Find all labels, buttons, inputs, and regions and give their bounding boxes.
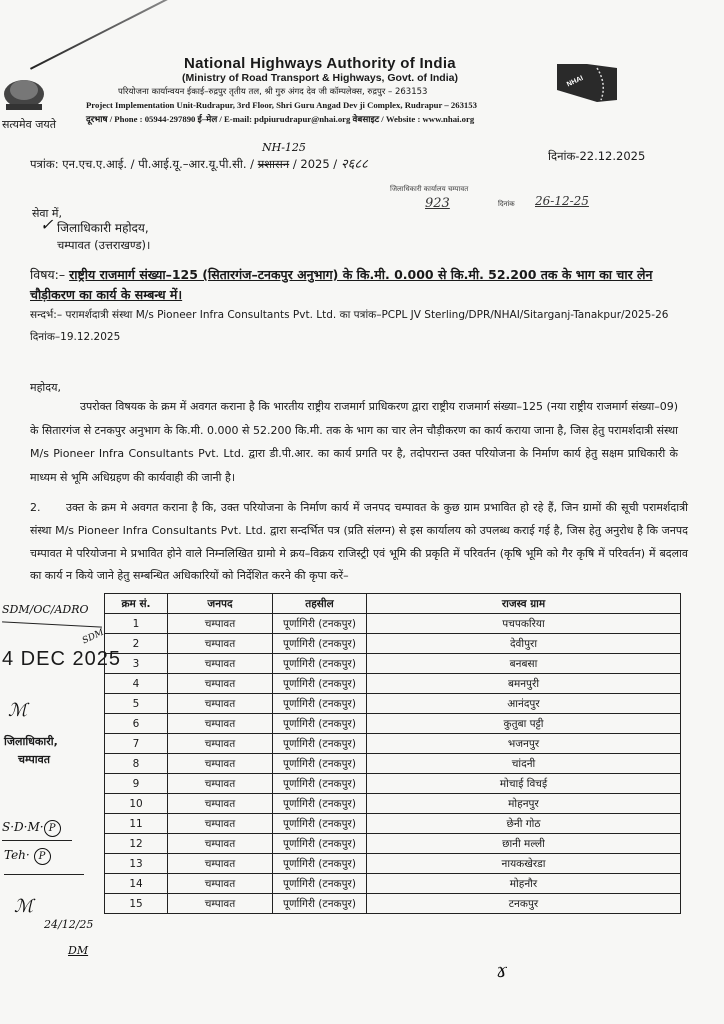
subject-label: विषय:–: [30, 267, 66, 282]
table-row: [105, 734, 681, 754]
circled-p-icon: P: [34, 848, 51, 865]
margin-dm-title: जिलाधिकारी,: [4, 735, 58, 748]
villages-table: [104, 593, 681, 914]
cell-serial: 3: [105, 654, 168, 674]
margin-date: 24/12/25: [44, 918, 94, 931]
cell-district: चम्पावत: [168, 674, 273, 694]
letter-date: दिनांक-22.12.2025: [548, 149, 646, 163]
cell-district: चम्पावत: [168, 694, 273, 714]
address-english: Project Implementation Unit-Rudrapur, 3rd Floor, Shri Guru Angad Dev ji Complex, Rudrapur – 263153: [86, 100, 477, 110]
cell-revenue-village: मोचाई विचई: [367, 774, 681, 794]
date-label: दिनांक: [548, 149, 576, 163]
address-hindi: परियोजना कार्यान्वयन ईकाई–रुद्रपुर तृतीय तल, श्री गुरु अंगद देव जी कॉम्पलेक्स, रुद्रपुर – 263153: [118, 87, 428, 97]
paragraph-2-text: उक्त के क्रम मे अवगत कराना है कि, उक्त परियोजना के निर्माण कार्य में जनपद चम्पावत के कुछ ग्राम प्रभावित हो रहे हैं, जिन ग्रामों की सूची परामर्शदात्री संस्था M/s Pioneer Infra Consultants Pvt. Ltd. द्वारा सन्दर्भित पत्र (प्रति संलग्न) से इस कार्यालय को उपलब्ध कराई गई है, जिस हेतु अनुरोध है कि जनपद चम्पावत मे परियोजना मे प्रभावित होने वाले निम्नलिखित ग्रामो मे क्रय–विक्रय राजिस्ट्री एवं भूमि की प्रकृति में परिवर्तन (कृषि भूमि को गैर कृषि में परिवर्तन) में बदलाव का कार्य न किये जाने हेतु सम्बन्धित अधिकारियों को निर्देशित करने की कृपा करें–: [30, 501, 688, 583]
margin-sdm-p: [2, 820, 61, 837]
table-row: [105, 854, 681, 874]
cell-tehsil: पूर्णागिरी (टनकपुर): [273, 734, 367, 754]
emblem-caption: सत्यमेव जयते: [2, 118, 57, 131]
cell-district: चम्पावत: [168, 774, 273, 794]
nhai-logo-text: NHAI: [565, 74, 585, 89]
cell-revenue-village: पचपकरिया: [367, 614, 681, 634]
cell-revenue-village: टनकपुर: [367, 894, 681, 914]
receipt-date: 26-12-25: [535, 194, 589, 208]
ministry-line: (Ministry of Road Transport & Highways, Govt. of India): [182, 72, 458, 84]
reference-suffix: / 2025 /: [292, 157, 338, 171]
cell-serial: 4: [105, 674, 168, 694]
cell-serial: 1: [105, 614, 168, 634]
margin-divider: [2, 840, 72, 841]
cell-district: चम्पावत: [168, 754, 273, 774]
cell-district: चम्पावत: [168, 654, 273, 674]
cell-tehsil: पूर्णागिरी (टनकपुर): [273, 714, 367, 734]
margin-dm-initials: DM: [68, 944, 89, 957]
cell-revenue-village: बमनपुरी: [367, 674, 681, 694]
reference-handwritten-number: २६८८: [340, 157, 368, 172]
cell-serial: 10: [105, 794, 168, 814]
teh-label: Teh·: [4, 848, 30, 862]
cell-tehsil: पूर्णागिरी (टनकपुर): [273, 634, 367, 654]
signature-icon: ℳ: [8, 700, 28, 721]
cell-serial: 2: [105, 634, 168, 654]
reference-text: परामर्शदात्री संस्था M/s Pioneer Infra Consultants Pvt. Ltd. का पत्रांक–PCPL JV Sterling/DPR/NHAI/Sitarganj-Tanakpur/2025-26 दिनांक–19.12.2025: [30, 309, 669, 343]
reference-struck-text: प्रशासन: [257, 157, 290, 171]
margin-divider: [4, 874, 84, 875]
margin-dm-place: चम्पावत: [18, 753, 50, 766]
org-title: National Highways Authority of India: [184, 57, 456, 72]
cell-district: चम्पावत: [168, 874, 273, 894]
receipt-number: 923: [425, 196, 450, 211]
cell-district: चम्पावत: [168, 634, 273, 654]
cell-district: चम्पावत: [168, 794, 273, 814]
cell-revenue-village: चांदनी: [367, 754, 681, 774]
cell-district: चम्पावत: [168, 854, 273, 874]
table-row: [105, 794, 681, 814]
handwritten-nh-note: NH-125: [262, 141, 306, 154]
cell-tehsil: पूर्णागिरी (टनकपुर): [273, 854, 367, 874]
cell-tehsil: पूर्णागिरी (टनकपुर): [273, 794, 367, 814]
recipient-place: चम्पावत (उत्तराखण्ड)।: [57, 238, 151, 252]
paragraph-2-number: 2.: [30, 501, 41, 514]
subject-text: राष्ट्रीय राजमार्ग संख्या–125 (सितारगंज–टनकपुर अनुभाग) के कि.मी. 0.000 से कि.मी. 52.200 तक के भाग का चार लेन चौड़ीकरण का कार्य के सम्बन्ध में।: [30, 267, 653, 302]
cell-district: चम्पावत: [168, 614, 273, 634]
sdm-label: S·D·M·: [2, 820, 44, 834]
cell-tehsil: पूर्णागिरी (टनकपुर): [273, 674, 367, 694]
header-revenue-village: राजस्व ग्राम: [367, 594, 681, 614]
table-row: [105, 614, 681, 634]
circled-p-icon: P: [44, 820, 61, 837]
table-row: [105, 634, 681, 654]
margin-sdm-mark: SDM: [80, 627, 106, 647]
cell-tehsil: पूर्णागिरी (टनकपुर): [273, 614, 367, 634]
body-salutation: महोदय,: [30, 381, 61, 394]
cell-serial: 9: [105, 774, 168, 794]
table-header-row: [105, 594, 681, 614]
table-row: [105, 714, 681, 734]
cell-revenue-village: कुतुबा पट्टी: [367, 714, 681, 734]
cell-revenue-village: भजनपुर: [367, 734, 681, 754]
reference-label: सन्दर्भ:–: [30, 309, 63, 321]
cell-serial: 11: [105, 814, 168, 834]
cell-district: चम्पावत: [168, 714, 273, 734]
header-serial: क्रम सं.: [105, 594, 168, 614]
paragraph-2: [30, 497, 688, 588]
signature-icon: ɤ: [496, 958, 508, 982]
cell-revenue-village: छेनी गोठ: [367, 814, 681, 834]
cell-district: चम्पावत: [168, 814, 273, 834]
cell-tehsil: पूर्णागिरी (टनकपुर): [273, 874, 367, 894]
recipient-salutation: सेवा में,: [32, 207, 62, 220]
reference-line: [30, 304, 670, 348]
cell-revenue-village: देवीपुरा: [367, 634, 681, 654]
cell-district: चम्पावत: [168, 734, 273, 754]
date-received-stamp: 4 DEC 2025: [2, 648, 121, 670]
ashoka-emblem-icon: [0, 64, 46, 114]
margin-teh-p: [4, 848, 51, 865]
table-row: [105, 754, 681, 774]
signature-icon: ℳ: [14, 896, 34, 917]
table-row: [105, 774, 681, 794]
cell-tehsil: पूर्णागिरी (टनकपुर): [273, 894, 367, 914]
receipt-date-label: दिनांक: [498, 200, 515, 208]
cell-district: चम्पावत: [168, 894, 273, 914]
receipt-stamp: [380, 184, 600, 230]
contact-line: दूरभाष / Phone : 05944-297890 ई–मेल / E-mail: pdpiurudrapur@nhai.org वेबसाइट / Website : www.nhai.org: [86, 114, 475, 124]
checkmark-icon: ✓: [40, 215, 54, 234]
reference-number: [30, 154, 368, 172]
subject: [30, 265, 670, 305]
cell-serial: 6: [105, 714, 168, 734]
cell-tehsil: पूर्णागिरी (टनकपुर): [273, 814, 367, 834]
table-row: [105, 654, 681, 674]
cell-serial: 13: [105, 854, 168, 874]
cell-revenue-village: आनंदपुर: [367, 694, 681, 714]
margin-underline: [2, 621, 102, 627]
cell-serial: 7: [105, 734, 168, 754]
header-tehsil: तहसील: [273, 594, 367, 614]
table-row: [105, 694, 681, 714]
cell-revenue-village: मोहनपुर: [367, 794, 681, 814]
cell-revenue-village: छानी मल्ली: [367, 834, 681, 854]
cell-serial: 8: [105, 754, 168, 774]
cell-district: चम्पावत: [168, 834, 273, 854]
table-row: [105, 874, 681, 894]
cell-revenue-village: बनबसा: [367, 654, 681, 674]
cell-tehsil: पूर्णागिरी (टनकपुर): [273, 654, 367, 674]
receipt-stamp-header: जिलाधिकारी कार्यालय चम्पावत: [390, 185, 469, 193]
cell-serial: 14: [105, 874, 168, 894]
table-row: [105, 834, 681, 854]
paragraph-1: उपरोक्त विषयक के क्रम में अवगत कराना है कि भारतीय राष्ट्रीय राजमार्ग प्राधिकरण द्वारा राष्ट्रीय राजमार्ग संख्या–125 (नया राष्ट्रीय राजमार्ग संख्या–09) के सितारगंज से टनकपुर अनुभाग के कि.मी. 0.000 से 52.200 कि.मी. तक के भाग का चार लेन चौड़ीकरण का कार्य कराया जाना है, जिस हेतु परामर्शदात्री संस्था M/s Pioneer Infra Consultants Pvt. Ltd. द्वारा डी.पी.आर. का कार्य प्रगति पर है, तदोपरान्त उक्त परियोजना के निर्माण कार्य हेतु सक्षम प्राधिकारी के माध्यम से भूमि अधिग्रहण की कार्यवाही की जानी है।: [30, 400, 678, 484]
cell-serial: 15: [105, 894, 168, 914]
cell-serial: 12: [105, 834, 168, 854]
table-row: [105, 674, 681, 694]
margin-note-forward: SDM/OC/ADRO: [2, 603, 89, 616]
cell-revenue-village: नायकखेरडा: [367, 854, 681, 874]
header-district: जनपद: [168, 594, 273, 614]
cell-revenue-village: मोहनौर: [367, 874, 681, 894]
recipient-name: जिलाधिकारी महोदय,: [57, 221, 149, 235]
cell-serial: 5: [105, 694, 168, 714]
cell-tehsil: पूर्णागिरी (टनकपुर): [273, 834, 367, 854]
cell-tehsil: पूर्णागिरी (टनकपुर): [273, 754, 367, 774]
cell-tehsil: पूर्णागिरी (टनकपुर): [273, 774, 367, 794]
date-value: 22.12.2025: [579, 149, 646, 163]
table-row: [105, 894, 681, 914]
cell-tehsil: पूर्णागिरी (टनकपुर): [273, 694, 367, 714]
nhai-logo-icon: [557, 64, 617, 104]
table-row: [105, 814, 681, 834]
reference-prefix: पत्रांक: एन.एच.ए.आई. / पी.आई.यू.–आर.यू.पी.सी. /: [30, 157, 255, 171]
